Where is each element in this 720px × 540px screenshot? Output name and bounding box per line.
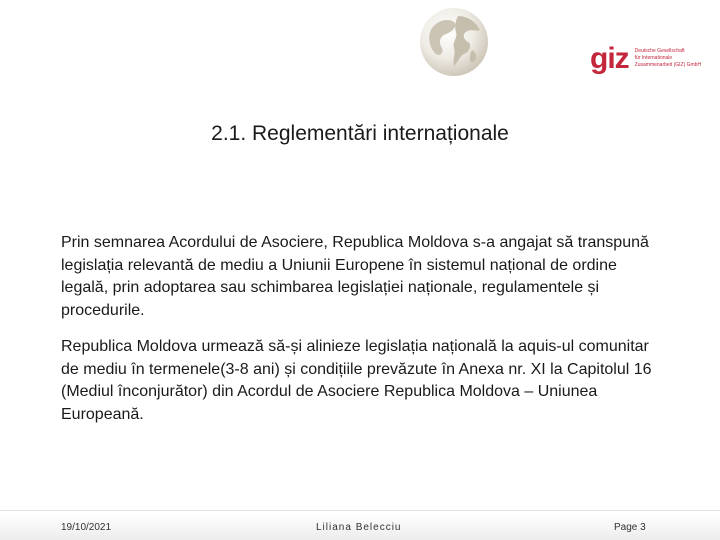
globe-icon [418,6,490,78]
giz-logo [590,44,701,78]
body-paragraph: Prin semnarea Acordului de Asociere, Republica Moldova s-a angajat să transpună legislația relevantă de mediu a Uniunii Europene în sistemul național de ordine legală, prin adoptarea sau schimbarea legislației naționale, regulamentele și procedurile. [61,234,649,319]
giz-logo-mark: giz [590,42,629,75]
footer-date: 19/10/2021 [61,522,112,533]
giz-logo-line: für Internationale [634,55,673,61]
giz-logo-text [635,48,701,69]
giz-logo-line: Deutsche Gesellschaft [634,48,685,54]
footer-author: Liliana Belecciu [316,522,402,533]
slide-title [0,122,720,146]
slide-title-text: 2.1. Reglementări internaționale [211,122,509,145]
giz-logo-line: Zusammenarbeit (GIZ) GmbH [634,62,702,68]
footer-page-number: Page 3 [614,522,646,533]
body-paragraph: Republica Moldova urmează să-și alinieze legislația națională la aquis-ul comunitar de mediu în termenele(3-8 ani) și condițiile prevăzute în Anexa nr. XI la Capitolul 16 (Mediul înconjurător) din Acordul de Asociere Republica Moldova – Uniunea Europeană. [61,338,652,423]
footer-divider [0,510,720,511]
slide-body [61,232,661,440]
